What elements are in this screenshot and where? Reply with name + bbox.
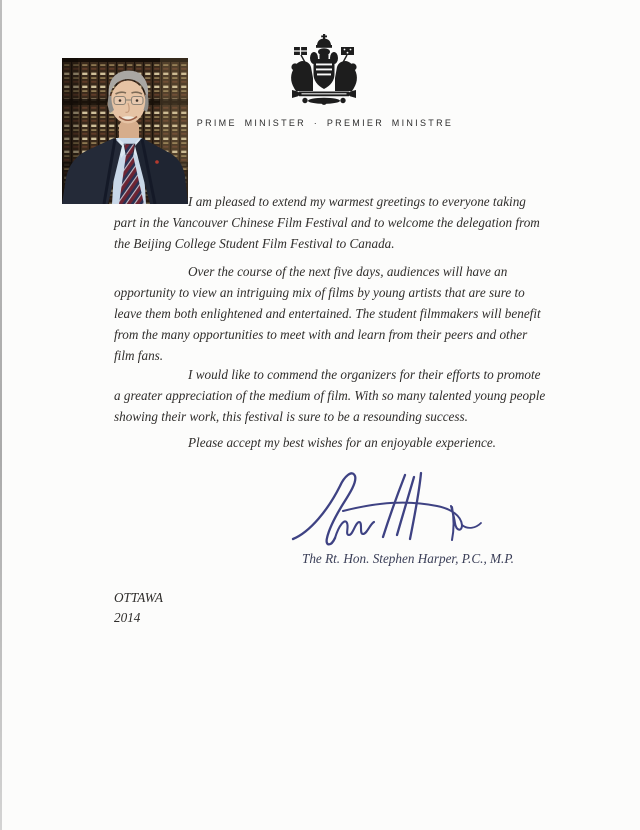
letter-line: I would like to commend the organizers for their efforts to promote — [188, 367, 541, 382]
prime-minister-portrait-photo — [62, 58, 188, 204]
place-date-block — [114, 588, 163, 628]
letter-line: I am pleased to extend my warmest greetings to everyone taking — [188, 194, 526, 209]
letter-line: part in the Vancouver Chinese Film Festival and to welcome the delegation from — [114, 215, 540, 230]
place-line: OTTAWA — [114, 590, 163, 605]
letter-line: Please accept my best wishes for an enjoyable experience. — [188, 435, 496, 450]
portrait-stephen-harper-icon — [62, 58, 188, 204]
letter-paragraph-3 — [114, 364, 545, 427]
letter-line: a greater appreciation of the medium of film. With so many talented young people — [114, 388, 546, 403]
signature-name: The Rt. Hon. Stephen Harper, P.C., M.P. — [302, 551, 514, 566]
coat-of-arms — [286, 34, 362, 106]
letter-line: the Beijing College Student Film Festival to Canada. — [114, 236, 395, 251]
letter-line: from the many opportunities to meet with and learn from their peers and other — [114, 327, 528, 342]
letter-line: showing their work, this festival is sure to be a resounding success. — [114, 409, 468, 424]
handwritten-signature-icon — [286, 465, 484, 557]
letter-line: opportunity to view an intriguing mix of films by young artists that are sure to — [114, 285, 525, 300]
letter-paragraph-1 — [114, 191, 540, 254]
year-line: 2014 — [114, 610, 141, 625]
letter-paragraph-4 — [114, 432, 496, 453]
letter-paragraph-2 — [114, 261, 541, 366]
letter-line: Over the course of the next five days, audiences will have an — [188, 264, 508, 279]
letter-line: leave them both enlightened and entertained. The student filmmakers will benefit — [114, 306, 541, 321]
signature — [286, 465, 484, 557]
canadian-coat-of-arms-icon — [286, 34, 362, 106]
letter-line: film fans. — [114, 348, 164, 363]
letterhead-title: PRIME MINISTER · PREMIER MINISTRE — [196, 118, 454, 128]
